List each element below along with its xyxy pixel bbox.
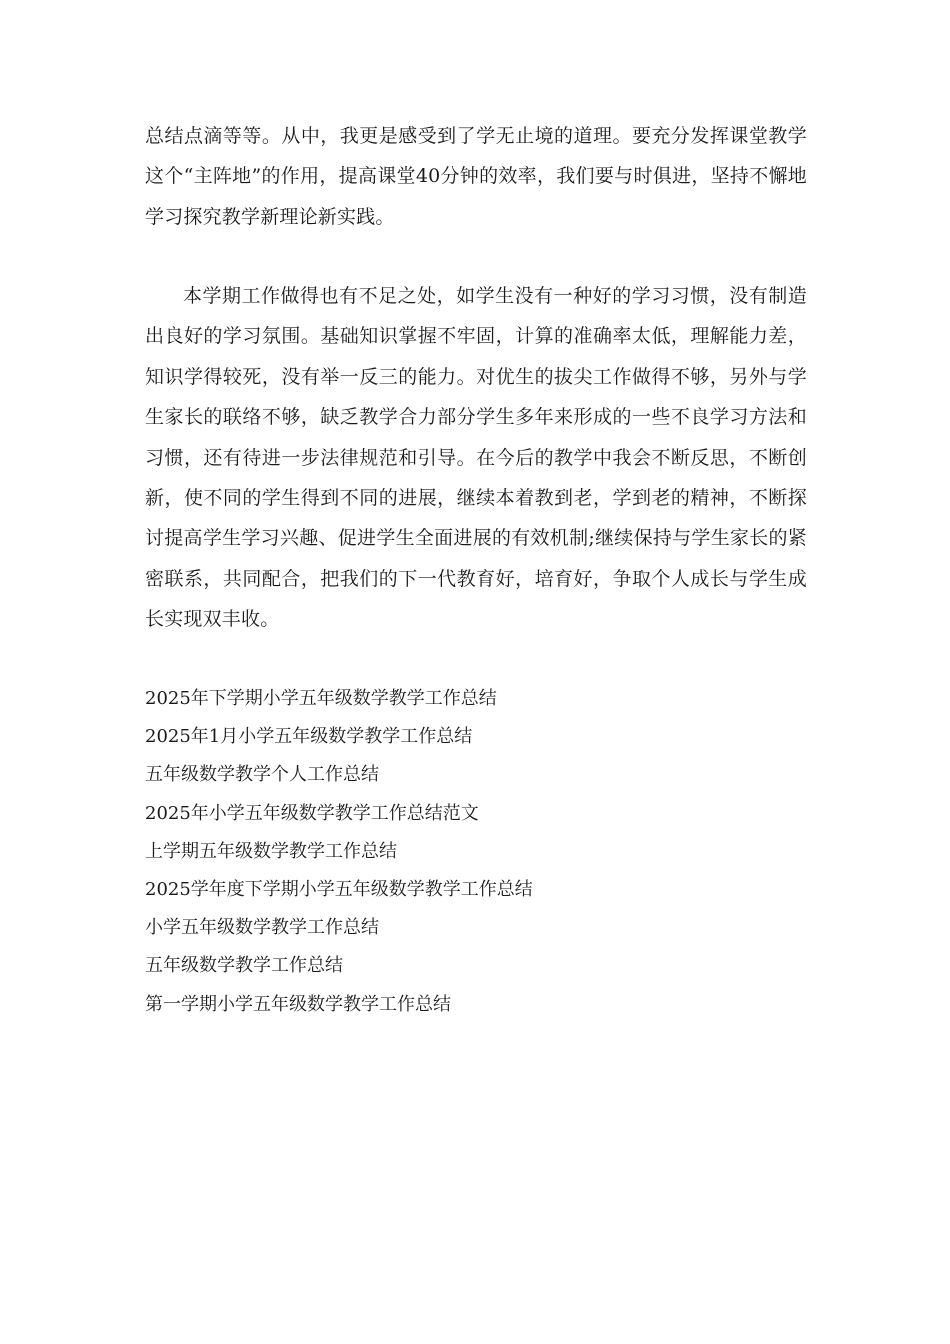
body-paragraph: 本学期工作做得也有不足之处，如学生没有一种好的学习习惯，没有制造出良好的学习氛围。基础知识掌握不牢固，计算的准确率太低，理解能力差，知识学得较死，没有举一反三的能力。对优生的拔尖工作做得不够，另外与学生家长的联络不够，缺乏教学合力部分学生多年来形成的一些不良学习方法和习惯，还有待进一步法律规范和引导。在今后的教学中我会不断反思，不断创新，使不同的学生得到不同的进展，继续本着教到老，学到老的精神，不断探讨提高学生学习兴趣、促进学生全面进展的有效机制;继续保持与学生家长的紧密联系，共同配合，把我们的下一代教育好，培育好，争取个人成长与学生成长实现双丰收。 [145, 285, 807, 631]
related-article-link[interactable]: 2025学年度下学期小学五年级数学教学工作总结 [145, 879, 533, 901]
related-article-link[interactable]: 上学期五年级数学教学工作总结 [145, 840, 397, 862]
related-article-link[interactable]: 五年级数学教学工作总结 [145, 955, 343, 977]
related-article-link[interactable]: 小学五年级数学教学工作总结 [145, 917, 379, 939]
related-article-link[interactable]: 2025年小学五年级数学教学工作总结范文 [145, 802, 479, 824]
related-articles-list [145, 680, 807, 1024]
body-paragraph: 总结点滴等等。从中，我更是感受到了学无止境的道理。要充分发挥课堂教学这个“主阵地”的作用，提高课堂40分钟的效率，我们要与时俱进，坚持不懈地学习探究教学新理论新实践。 [145, 125, 807, 228]
related-article-link[interactable]: 2025年1月小学五年级数学教学工作总结 [145, 726, 473, 748]
related-article-link[interactable]: 2025年下学期小学五年级数学教学工作总结 [145, 688, 497, 709]
related-article-link[interactable]: 第一学期小学五年级数学教学工作总结 [145, 993, 451, 1015]
related-article-link[interactable]: 五年级数学教学个人工作总结 [145, 764, 379, 786]
